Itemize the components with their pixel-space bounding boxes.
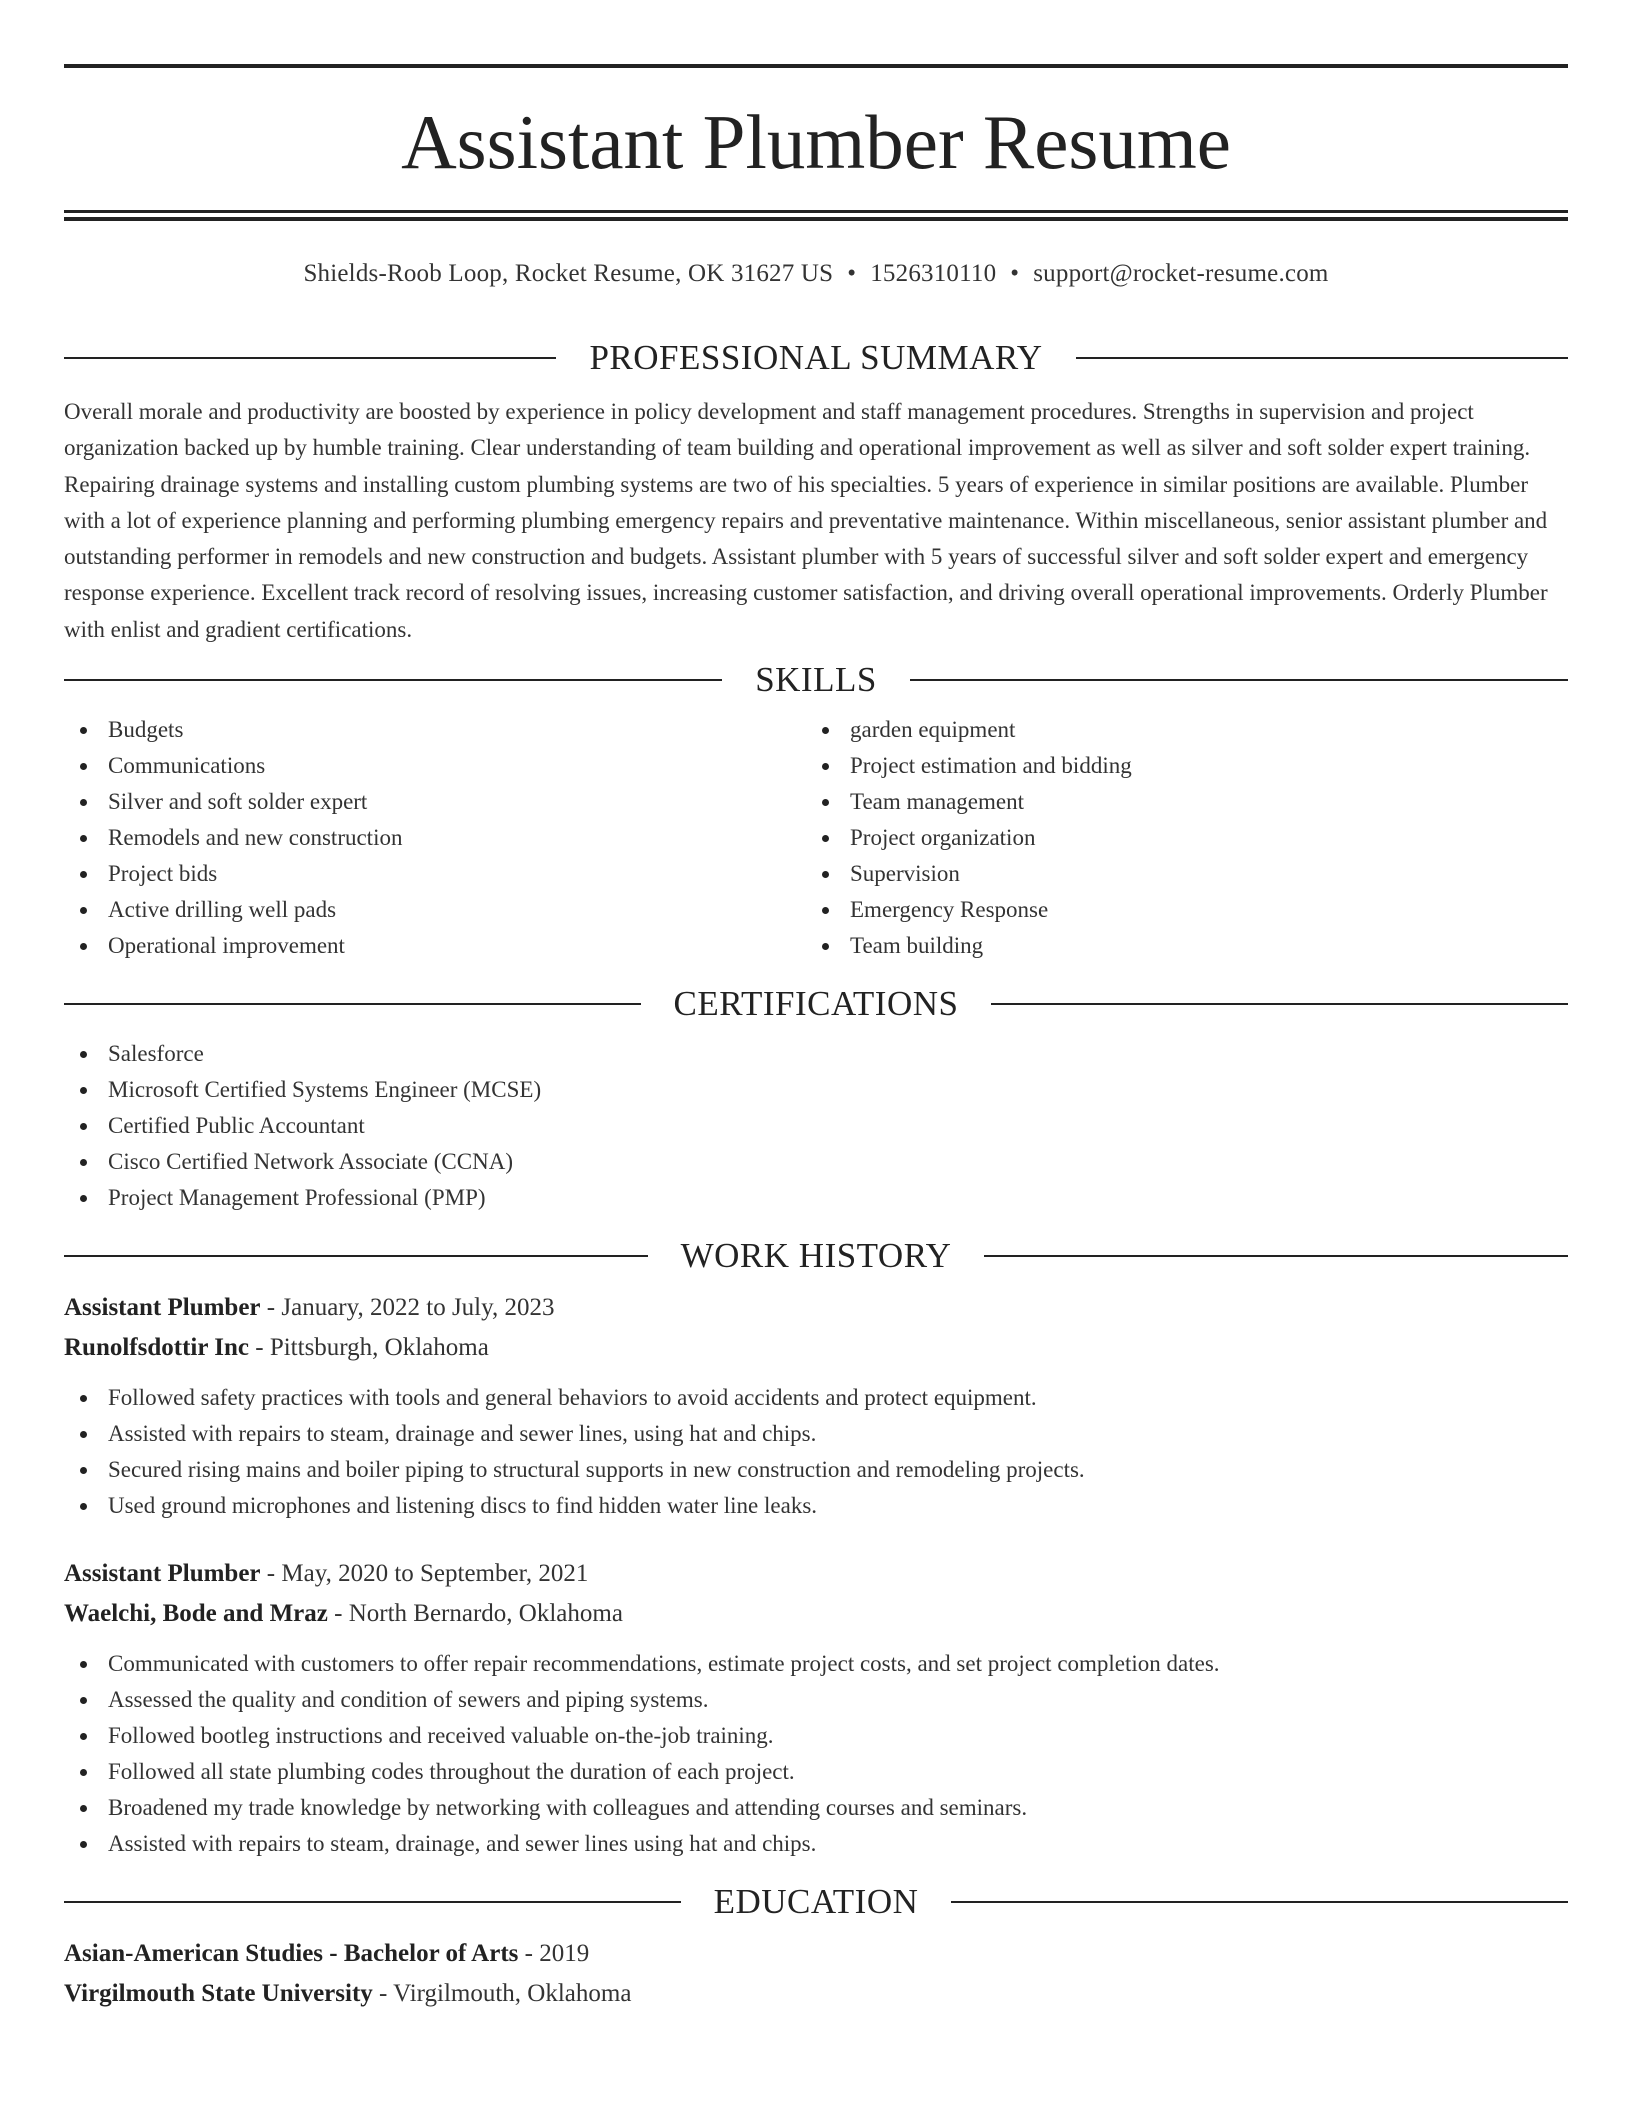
job-title-line [64, 1288, 1568, 1328]
job-dates: - January, 2022 to July, 2023 [260, 1294, 555, 1322]
job-company-line [64, 1328, 1568, 1368]
certifications-heading-label: CERTIFICATIONS [673, 984, 959, 1024]
resume-page [64, 64, 1568, 2014]
education-degree-line [64, 1934, 1568, 1974]
skill-item: Budgets [64, 712, 806, 748]
certification-item: Project Management Professional (PMP) [64, 1180, 1568, 1216]
skill-item: Operational improvement [64, 928, 806, 964]
job-duty-item: Followed safety practices with tools and general behaviors to avoid accidents and protect equipment. [64, 1380, 1568, 1416]
heading-rule [984, 1255, 1568, 1257]
education-degree: Asian-American Studies - Bachelor of Arts [64, 1940, 519, 1968]
job-title: Assistant Plumber [64, 1560, 261, 1588]
skills-list-right [806, 712, 1548, 964]
skill-item: Team building [806, 928, 1548, 964]
certification-item: Cisco Certified Network Associate (CCNA) [64, 1144, 1568, 1180]
summary-heading-label: PROFESSIONAL SUMMARY [589, 338, 1043, 377]
job-duty-item: Broadened my trade knowledge by networking with colleagues and attending courses and seminars. [64, 1790, 1568, 1826]
contact-email: support@rocket-resume.com [1033, 260, 1329, 287]
summary-section-heading [64, 338, 1568, 378]
skill-item: Emergency Response [806, 892, 1548, 928]
job-duty-item: Followed bootleg instructions and received valuable on-the-job training. [64, 1718, 1568, 1754]
contact-separator: • [847, 260, 857, 287]
education-year: - 2019 [518, 1940, 590, 1968]
skill-item: Project estimation and bidding [806, 748, 1548, 784]
title-double-rule [64, 210, 1568, 221]
summary-paragraph: Overall morale and productivity are boosted by experience in policy development and staff management procedures. Strengths in supervision and project organization backed up by humble training. Clear understanding of team building and operational improvement as well as silver and soft solder expert training. Repairing drainage systems and installing custom plumbing systems are two of his specialties. 5 years of experience in similar positions are available. Plumber with a lot of experience planning and performing plumbing emergency repairs and preventative maintenance. Within miscellaneous, senior assistant plumber and outstanding performer in remodels and new construction and budgets. Assistant plumber with 5 years of successful silver and soft solder expert and emergency response experience. Excellent track record of resolving issues, increasing customer satisfaction, and driving overall operational improvements. Orderly Plumber with enlist and gradient certifications. [64, 399, 1548, 642]
job-duty-item: Communicated with customers to offer repair recommendations, estimate project costs, and set project completion dates. [64, 1646, 1568, 1682]
skill-item: Supervision [806, 856, 1548, 892]
work-section-heading [64, 1236, 1568, 1276]
education-school-line [64, 1974, 1568, 2014]
job-duty-item: Followed all state plumbing codes throughout the duration of each project. [64, 1754, 1568, 1790]
job-duty-item: Assisted with repairs to steam, drainage, and sewer lines using hat and chips. [64, 1826, 1568, 1862]
certification-item: Microsoft Certified Systems Engineer (MCSE) [64, 1072, 1568, 1108]
heading-rule [951, 1901, 1568, 1903]
skill-item: garden equipment [806, 712, 1548, 748]
skill-item: Silver and soft solder expert [64, 784, 806, 820]
resume-title: Assistant Plumber Resume [401, 99, 1231, 185]
job-duties-list [64, 1646, 1568, 1862]
top-rule [64, 64, 1568, 68]
heading-rule [1076, 357, 1568, 359]
skills-heading-label: SKILLS [755, 660, 877, 700]
skills-list-left [64, 712, 806, 964]
job-dates: - May, 2020 to September, 2021 [260, 1560, 589, 1588]
education-school: Virgilmouth State University [64, 1980, 373, 2008]
skill-item: Active drilling well pads [64, 892, 806, 928]
job-location: - North Bernardo, Oklahoma [327, 1600, 623, 1628]
job-duty-item: Used ground microphones and listening discs to find hidden water line leaks. [64, 1488, 1568, 1524]
heading-rule [910, 679, 1568, 681]
contact-address: Shields-Roob Loop, Rocket Resume, OK 31627 US [303, 260, 834, 287]
education-section-heading [64, 1882, 1568, 1922]
job-company-line [64, 1594, 1568, 1634]
heading-rule [64, 679, 722, 681]
certification-item: Certified Public Accountant [64, 1108, 1568, 1144]
work-heading-label: WORK HISTORY [680, 1236, 952, 1276]
job-location: - Pittsburgh, Oklahoma [249, 1334, 489, 1362]
education-entry [64, 1934, 1568, 2014]
certifications-list [64, 1036, 1568, 1216]
work-entry [64, 1288, 1568, 1524]
job-duty-item: Secured rising mains and boiler piping to structural supports in new construction and remodeling projects. [64, 1452, 1568, 1488]
heading-rule [64, 1901, 681, 1903]
job-duties-list [64, 1380, 1568, 1524]
work-entry [64, 1554, 1568, 1862]
skill-item: Project organization [806, 820, 1548, 856]
contact-line [64, 257, 1568, 291]
education-location: - Virgilmouth, Oklahoma [372, 1980, 632, 2008]
heading-rule [64, 1255, 648, 1257]
skills-columns [64, 712, 1568, 964]
contact-separator: • [1010, 260, 1020, 287]
skill-item: Communications [64, 748, 806, 784]
heading-rule [64, 357, 556, 359]
certifications-section-heading [64, 984, 1568, 1024]
job-company: Runolfsdottir Inc [64, 1334, 249, 1362]
contact-phone: 1526310110 [870, 260, 997, 287]
skill-item: Remodels and new construction [64, 820, 806, 856]
skill-item: Project bids [64, 856, 806, 892]
heading-rule [64, 1003, 641, 1005]
skills-section-heading [64, 660, 1568, 700]
job-title: Assistant Plumber [64, 1294, 261, 1322]
job-company: Waelchi, Bode and Mraz [64, 1600, 328, 1628]
certification-item: Salesforce [64, 1036, 1568, 1072]
job-title-line [64, 1554, 1568, 1594]
heading-rule [991, 1003, 1568, 1005]
education-heading-label: EDUCATION [713, 1882, 919, 1922]
skill-item: Team management [806, 784, 1548, 820]
job-duty-item: Assisted with repairs to steam, drainage and sewer lines, using hat and chips. [64, 1416, 1568, 1452]
job-duty-item: Assessed the quality and condition of sewers and piping systems. [64, 1682, 1568, 1718]
